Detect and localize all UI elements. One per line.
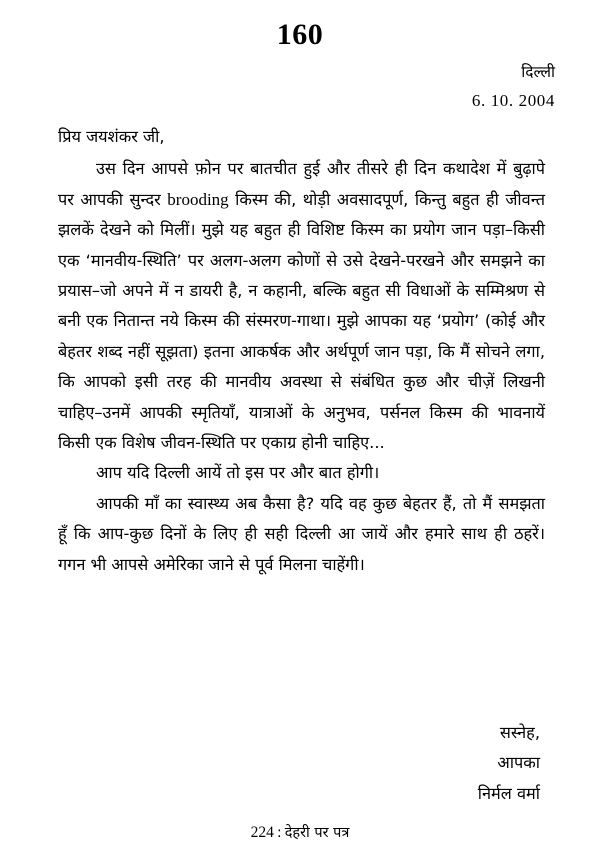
valediction: सस्नेह, [499,723,540,742]
salutation: प्रिय जयशंकर जी, [58,127,165,146]
paragraph-1-segment-1: उस दिन आपसे फ़ोन पर बातचीत हुई और तीसरे ही दिन कथादेश में बुढ़ापे पर आपकी सुन्दर [58,159,545,209]
paragraph-2 [58,458,545,488]
footer-book-title: देहरी पर पत्र [284,825,350,841]
heading-place: दिल्ली [521,63,555,81]
paragraph-2-segment-1: आप यदि दिल्ली आयें तो इस पर और बात होगी। [96,463,380,483]
footer-folio: 224 [250,824,274,841]
paragraph-1-segment-3: किस्म की, थोड़ी अवसादपूर्ण, किन्तु बहुत ही जीवन्त झलकें देखने को मिलीं। मुझे यह बहुत ही विशिष्ट किस्म का प्रयोग जान पड़ा–किसी एक ‘मानवीय-स्थिति’ पर अलग-अलग कोणों से उसे देखने-परखने और समझने का प्रयास–जो अपने में न डायरी है, न कहानी, बल्कि बहुत सी विधाओं के सम्मिश्रण से बनी एक नितान्त नये किस्म की संस्मरण-गाथा। मुझे आपका यह ‘प्रयोग’ (कोई और बेहतर शब्द नहीं सूझता) इतना आकर्षक और अर्थपूर्ण जान पड़ा, कि मैं सोचने लगा, कि आपको इसी तरह की मानवीय अवस्था से संबंधित कुछ और चीज़ें लिखनी चाहिए–उनमें आपकी स्मृतियाँ, यात्राओं के अनुभव, पर्सनल किस्म की भावनायें किसी एक विशेष जीवन-स्थिति पर एकाग्र होनी चाहिए... [58,189,545,453]
paragraph-1-latin-word: brooding [167,189,229,209]
sign-off: आपका [497,753,540,773]
paragraph-3-segment-1: आपकी माँ का स्वास्थ्य अब कैसा है? यदि वह कुछ बेहतर हैं, तो मैं समझता हूँ कि आप-कुछ दिनों के लिए ही सही दिल्ली आ जायें और हमारे साथ ही ठहरें। गगन भी आपसे अमेरिका जाने से पूर्व मिलना चाहेंगी। [58,493,545,574]
page-number: 160 [276,18,324,51]
paragraph-3 [58,489,545,580]
heading-date: 6. 10. 2004 [471,91,555,111]
paragraph-1 [58,154,545,458]
letter-closing [280,718,540,809]
signature-name: निर्मल वर्मा [477,783,540,803]
letter-body [58,122,545,580]
letter-heading [255,60,555,114]
page-footer [0,822,600,842]
footer-separator: : [276,825,282,841]
